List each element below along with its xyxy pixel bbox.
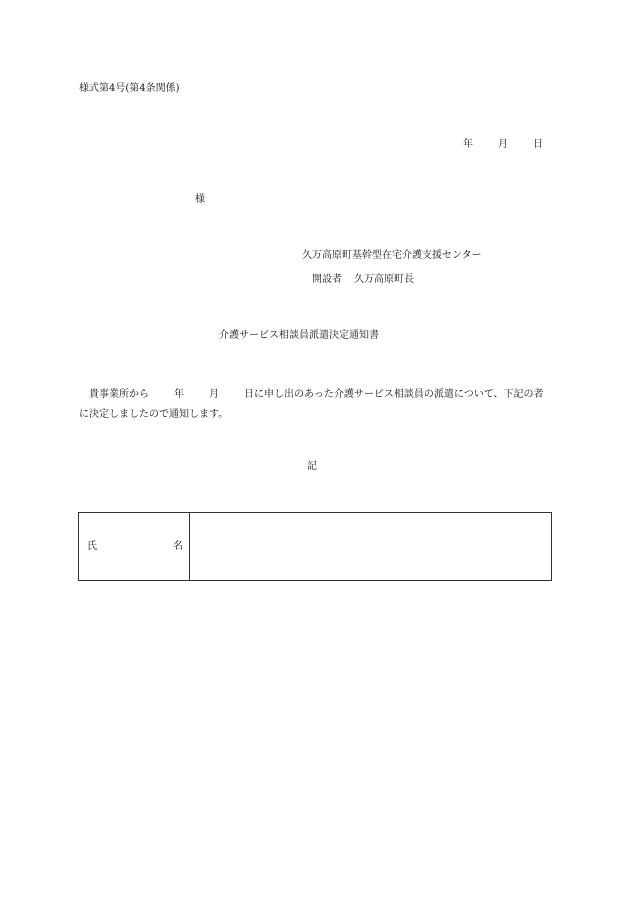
form-number: 様式第4号(第4条関係) [79, 83, 180, 94]
body-part-1: 貴事業所から [89, 389, 149, 400]
date-line [463, 140, 543, 150]
sender-organization: 久万高原町基幹型在宅介護支援センター [302, 250, 482, 261]
date-day-label: 日 [533, 139, 543, 150]
founder-name: 久万高原町長 [354, 274, 414, 285]
date-year-label: 年 [463, 139, 473, 150]
founder-label: 開設者 [312, 274, 342, 285]
name-label-cell [79, 513, 190, 580]
name-label-first-char: 氏 [87, 541, 97, 552]
name-value-cell [190, 513, 551, 580]
addressee-honorific: 様 [195, 194, 205, 205]
body-part-2: 日に申し出のあった介護サービス相談員の派遣について、下記の者に決定しましたので通知します。 [79, 389, 544, 420]
record-heading: 記 [307, 461, 317, 472]
document-title: 介護サービス相談員派遣決定通知書 [219, 330, 379, 341]
name-table [78, 512, 552, 581]
date-month-label: 月 [498, 139, 508, 150]
body-year-label: 年 [174, 389, 184, 400]
sender-founder [312, 275, 414, 285]
body-paragraph [79, 385, 549, 425]
body-month-label: 月 [209, 389, 219, 400]
name-label-second-char: 名 [173, 541, 183, 552]
